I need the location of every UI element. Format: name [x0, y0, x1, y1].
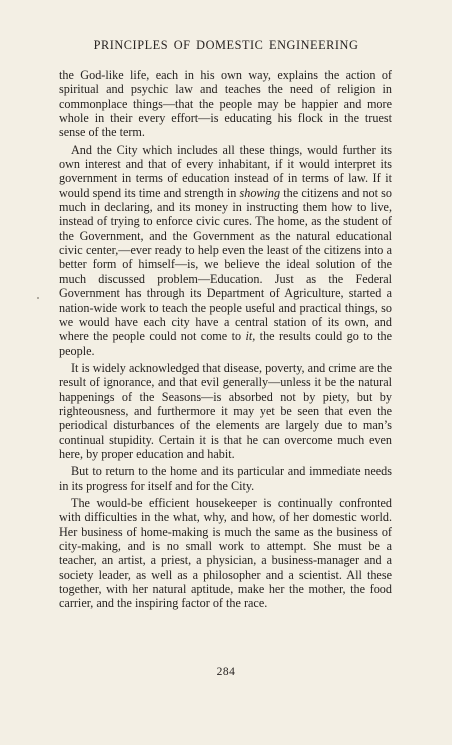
emphasis-it: it, — [245, 329, 256, 344]
paragraph-text: the citizens and not so much in declaring, and its money in instructing them how to live, instead of trying to enforce civic cures. The home, as the student of the Government, and the Government as the natural educational civic center,—ever ready to help even the least of the citizens into a better form of himself—is, we believe the ideal solution of the much discussed problem—Education. Just as the Federal Government has through its Department of Agriculture, started a nation-wide work to teach the people useful and practical things, so we would have each city have a central station of its own, and where the people could not come to — [59, 185, 392, 344]
paragraph-text: The would-be efficient housekeeper is continually confronted with difficulties in the what, why, and how, of her domestic world. Her business of home-making is much the same as the business of city-making, and is no small work to attempt. She must be a teacher, an artist, a priest, a physician, a business-manager and a society leader, as well as a philosopher and a scientist. All these together, with her natural aptitude, make her the mother, the food carrier, and the inspiring factor of the race. — [59, 495, 392, 611]
running-head: PRINCIPLES OF DOMESTIC ENGINEERING — [93, 38, 359, 52]
paragraph-text: the God-like life, each in his own way, explains the action of spiritual and psychic law and teaches the need of religion in commonplace things—that the people may be happier and more whole in their every effort—is educating his flock in the truest sense of the term. — [59, 68, 392, 140]
page-number: 284 — [216, 666, 236, 678]
paragraph-text: And the City which includes all these things, would further its own interest and that of every inhabitant, if it would interpret its government in terms of education instead of in terms of law. If it would spend its time and strength in — [59, 142, 392, 200]
paragraph-text: But to return to the home and its particular and immediate needs in its progress for itself and for the City. — [59, 464, 392, 493]
emphasis-showing: showing — [239, 185, 281, 200]
paragraph-text: the results could go to the people. — [59, 329, 393, 358]
paper-speck — [37, 297, 39, 299]
paragraph-city — [59, 143, 392, 358]
paragraph-housekeeper — [59, 496, 392, 611]
paragraph-ignorance — [59, 361, 392, 461]
body-text — [59, 68, 392, 614]
paragraph-text: It is widely acknowledged that disease, poverty, and crime are the result of ignorance, and that evil generally—unless it be the natural happenings of the Seasons—is absorbed not by piety, but by righteousness, and furthermore it may yet be seen that even the periodical disturbances of the elements are largely due to man’s continual stupidity. Certain it is that he can overcome much even here, by proper education and habit. — [59, 360, 392, 461]
paragraph-return-home — [59, 464, 392, 493]
paragraph-continued — [59, 68, 392, 140]
